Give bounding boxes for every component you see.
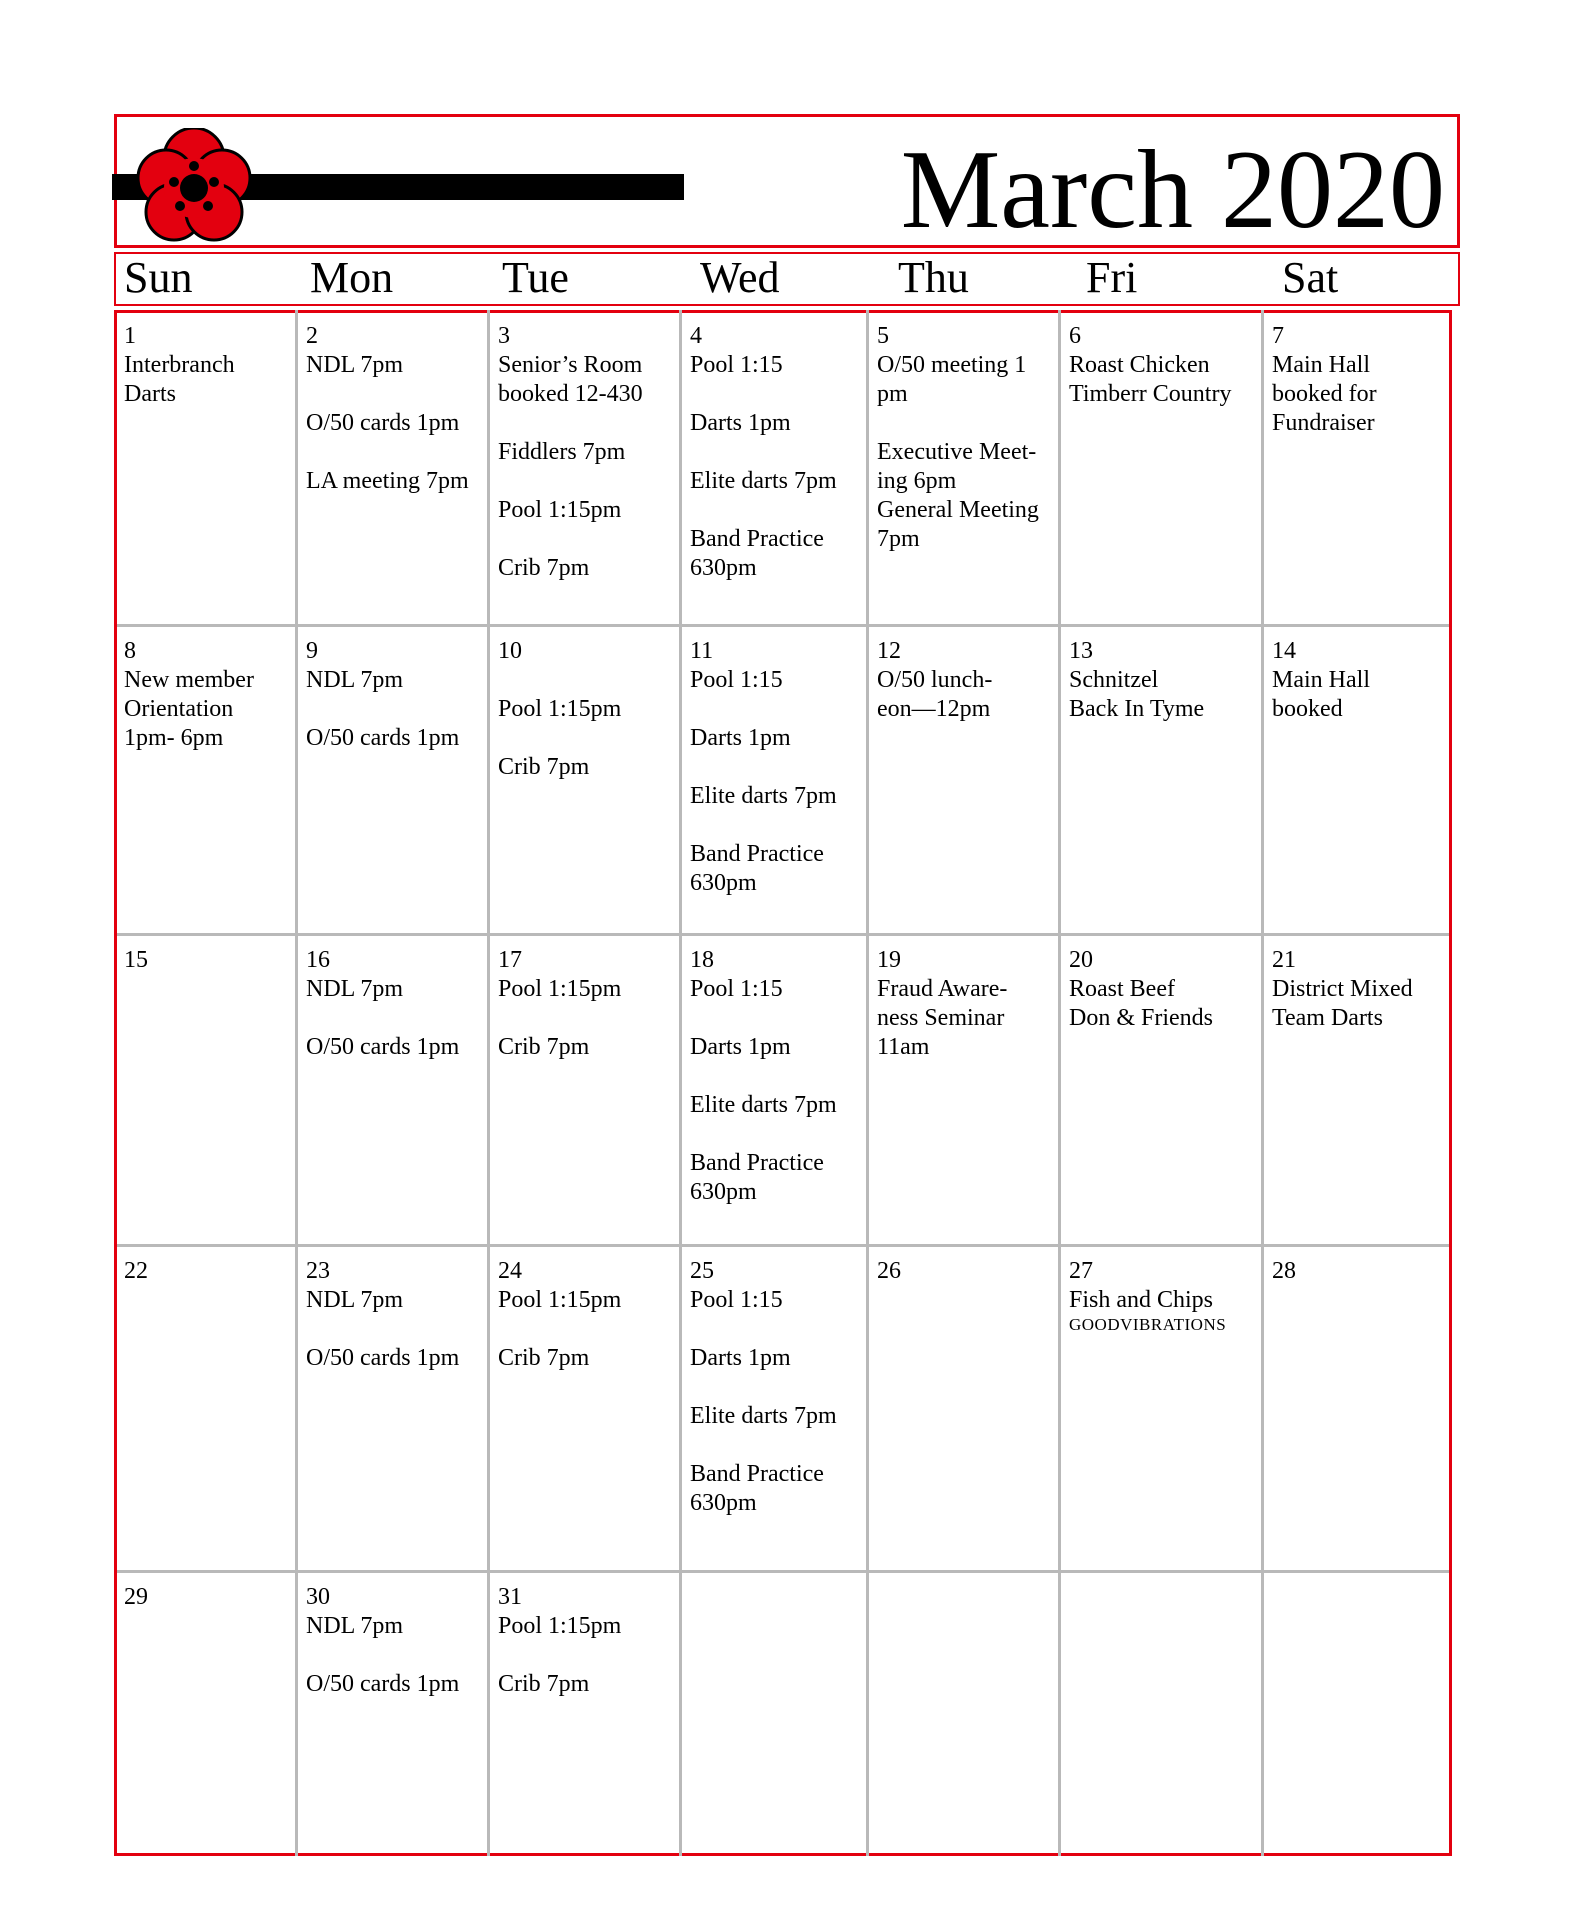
event-text [498, 409, 674, 438]
event-text: Interbranch Darts [124, 352, 235, 407]
day-number: 9 [306, 638, 318, 664]
event-text: Schnitzel Back In Tyme [1069, 667, 1205, 722]
day-number: 31 [498, 1584, 522, 1610]
day-cell[interactable] [124, 322, 290, 409]
event-text: Elite darts 7pm [690, 1092, 837, 1118]
day-cell[interactable] [306, 1583, 482, 1699]
event-text [690, 380, 861, 409]
event-text: Pool 1:15pm [498, 497, 622, 523]
day-cell[interactable] [498, 946, 674, 1062]
event-text [690, 1315, 861, 1344]
day-number: 1 [124, 323, 136, 349]
event-text [306, 380, 482, 409]
event-text: Band Practice 630pm [690, 1150, 824, 1205]
day-cell[interactable] [690, 946, 861, 1207]
grid-column-divider [487, 310, 490, 1856]
event-text [690, 1373, 861, 1402]
event-text [690, 438, 861, 467]
day-number: 27 [1069, 1258, 1093, 1284]
day-number: 28 [1272, 1258, 1296, 1284]
day-cell[interactable] [124, 946, 290, 975]
event-text [498, 1641, 674, 1670]
weekday-thu: Thu [898, 253, 969, 302]
event-text: Darts 1pm [690, 1345, 791, 1371]
day-number: 20 [1069, 947, 1093, 973]
grid-column-divider [866, 310, 869, 1856]
event-text: Elite darts 7pm [690, 468, 837, 494]
event-text: O/50 lunch- eon—12pm [877, 667, 993, 722]
event-text: District Mixed Team Darts [1272, 976, 1413, 1031]
event-text: Roast Beef Don & Friends [1069, 976, 1213, 1031]
event-text [690, 753, 861, 782]
day-cell[interactable] [877, 1257, 1053, 1286]
event-text: Elite darts 7pm [690, 1403, 837, 1429]
event-text: O/50 cards 1pm [306, 725, 460, 751]
day-number: 7 [1272, 323, 1284, 349]
event-text: Pool 1:15 [690, 352, 783, 378]
weekday-sat: Sat [1282, 253, 1339, 302]
event-text: Main Hall booked [1272, 667, 1370, 722]
event-text: O/50 cards 1pm [306, 1671, 460, 1697]
day-cell[interactable] [877, 322, 1053, 554]
event-text [306, 1004, 482, 1033]
event-text [306, 1315, 482, 1344]
event-text: Darts 1pm [690, 1034, 791, 1060]
day-number: 30 [306, 1584, 330, 1610]
event-text: NDL 7pm [306, 976, 404, 1002]
event-subtext: GOODVIBRATIONS [1069, 1315, 1227, 1334]
grid-column-divider [1058, 310, 1061, 1856]
event-text: Fraud Aware- ness Seminar 11am [877, 976, 1008, 1060]
event-text [690, 811, 861, 840]
event-text: Senior’s Room booked 12-430 [498, 352, 643, 407]
event-text: Darts 1pm [690, 410, 791, 436]
grid-row-divider [117, 1570, 1449, 1573]
event-text [877, 409, 1053, 438]
weekday-sun: Sun [124, 253, 193, 302]
day-number: 5 [877, 323, 889, 349]
event-text [498, 1315, 674, 1344]
event-text: New member Orientation 1pm- 6pm [124, 667, 254, 751]
event-text: Fish and Chips [1069, 1287, 1214, 1313]
day-number: 8 [124, 638, 136, 664]
event-text [498, 525, 674, 554]
day-number: 12 [877, 638, 901, 664]
day-number: 16 [306, 947, 330, 973]
event-text: Roast Chicken Timberr Country [1069, 352, 1232, 407]
day-cell[interactable] [306, 637, 482, 753]
weekday-wed: Wed [700, 253, 780, 302]
event-text: Crib 7pm [498, 754, 590, 780]
weekday-tue: Tue [502, 253, 569, 302]
event-text: Main Hall booked for Fundraiser [1272, 352, 1377, 436]
event-text [690, 1004, 861, 1033]
event-text [306, 695, 482, 724]
day-number: 22 [124, 1258, 148, 1284]
event-text: Pool 1:15pm [498, 696, 622, 722]
event-text: Pool 1:15pm [498, 976, 622, 1002]
event-text [690, 1062, 861, 1091]
event-text: Band Practice 630pm [690, 1461, 824, 1516]
event-text: Crib 7pm [498, 1034, 590, 1060]
event-text: Pool 1:15 [690, 1287, 783, 1313]
grid-row-divider [117, 624, 1449, 627]
event-text: O/50 meeting 1 pm [877, 352, 1027, 407]
grid-column-divider [679, 310, 682, 1856]
day-cell[interactable] [690, 1257, 861, 1518]
day-number: 29 [124, 1584, 148, 1610]
day-cell[interactable] [877, 946, 1053, 1062]
day-cell[interactable] [498, 637, 674, 782]
page-title: March 2020 [900, 128, 1445, 252]
day-number: 24 [498, 1258, 522, 1284]
day-cell[interactable] [306, 322, 482, 496]
day-number: 10 [498, 638, 522, 664]
day-cell[interactable] [306, 1257, 482, 1373]
event-text: Darts 1pm [690, 725, 791, 751]
event-text [306, 438, 482, 467]
day-number: 15 [124, 947, 148, 973]
event-text [498, 666, 674, 695]
event-text: LA meeting 7pm [306, 468, 469, 494]
day-cell[interactable] [1069, 322, 1256, 409]
grid-column-divider [1261, 310, 1264, 1856]
day-cell[interactable] [124, 1583, 290, 1612]
event-text [690, 1120, 861, 1149]
day-number: 21 [1272, 947, 1296, 973]
day-cell[interactable] [1069, 946, 1256, 1033]
day-cell[interactable] [498, 1583, 674, 1699]
day-number: 14 [1272, 638, 1296, 664]
day-cell[interactable] [498, 322, 674, 583]
day-cell[interactable] [877, 637, 1053, 724]
event-text [498, 467, 674, 496]
event-text: Pool 1:15 [690, 667, 783, 693]
event-text: NDL 7pm [306, 667, 404, 693]
day-cell[interactable] [690, 637, 861, 898]
event-text: Pool 1:15 [690, 976, 783, 1002]
event-text: O/50 cards 1pm [306, 1345, 460, 1371]
day-cell[interactable] [1069, 1257, 1256, 1335]
day-cell[interactable] [1272, 637, 1446, 724]
event-text: NDL 7pm [306, 1613, 404, 1639]
event-text [690, 496, 861, 525]
event-text: O/50 cards 1pm [306, 410, 460, 436]
day-cell[interactable] [498, 1257, 674, 1373]
grid-column-divider [295, 310, 298, 1856]
event-text [306, 1641, 482, 1670]
day-cell[interactable] [306, 946, 482, 1062]
day-number: 2 [306, 323, 318, 349]
day-cell[interactable] [1069, 637, 1256, 724]
event-text: O/50 cards 1pm [306, 1034, 460, 1060]
day-number: 11 [690, 638, 714, 664]
event-text: Crib 7pm [498, 1345, 590, 1371]
day-cell[interactable] [124, 1257, 290, 1286]
grid-row-divider [117, 933, 1449, 936]
event-text: Band Practice 630pm [690, 526, 824, 581]
weekday-mon: Mon [310, 253, 394, 302]
event-text: Pool 1:15pm [498, 1613, 622, 1639]
day-cell[interactable] [690, 322, 861, 583]
event-text: Executive Meet- ing 6pm General Meeting 7pm [877, 439, 1039, 552]
day-number: 6 [1069, 323, 1081, 349]
day-number: 18 [690, 947, 714, 973]
event-text: Fiddlers 7pm [498, 439, 626, 465]
event-text: Elite darts 7pm [690, 783, 837, 809]
poppy-icon [136, 128, 252, 244]
event-text: Pool 1:15pm [498, 1287, 622, 1313]
day-number: 13 [1069, 638, 1093, 664]
day-cell[interactable] [124, 637, 290, 753]
event-text [690, 1431, 861, 1460]
day-number: 26 [877, 1258, 901, 1284]
day-number: 17 [498, 947, 522, 973]
event-text [498, 1004, 674, 1033]
event-text: NDL 7pm [306, 1287, 404, 1313]
event-text [690, 695, 861, 724]
event-text: Crib 7pm [498, 1671, 590, 1697]
weekday-fri: Fri [1086, 253, 1138, 302]
event-text: Crib 7pm [498, 555, 590, 581]
day-number: 3 [498, 323, 510, 349]
event-text: Band Practice 630pm [690, 841, 824, 896]
event-text [498, 724, 674, 753]
grid-row-divider [117, 1244, 1449, 1247]
day-number: 4 [690, 323, 702, 349]
day-cell[interactable] [1272, 946, 1446, 1033]
day-number: 19 [877, 947, 901, 973]
day-cell[interactable] [1272, 1257, 1446, 1286]
day-cell[interactable] [1272, 322, 1446, 438]
day-number: 23 [306, 1258, 330, 1284]
event-text: NDL 7pm [306, 352, 404, 378]
day-number: 25 [690, 1258, 714, 1284]
